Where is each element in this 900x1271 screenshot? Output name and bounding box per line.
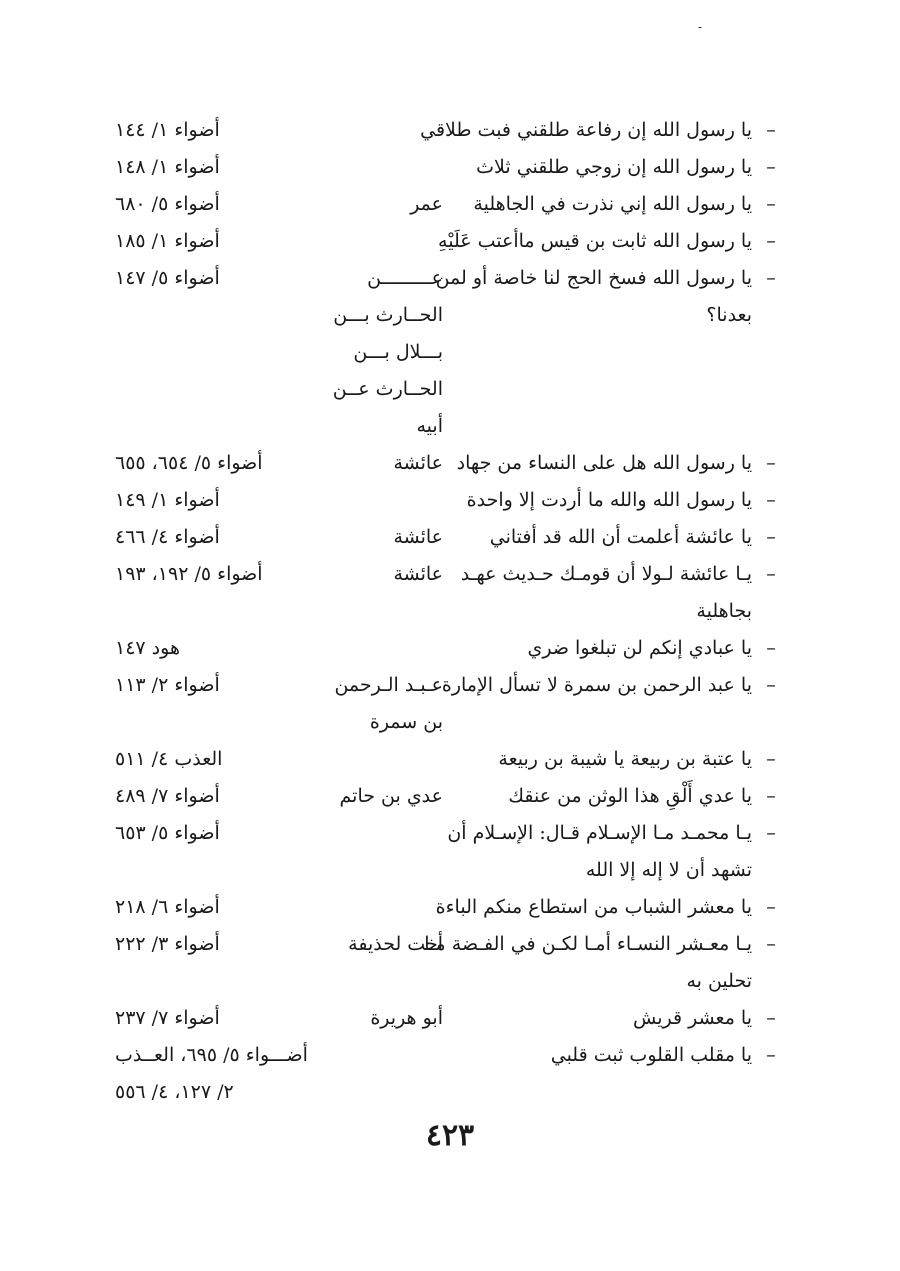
entry-source: أضـــواء ٥/ ٦٩٥، العــذب xyxy=(115,1044,308,1066)
entry-text: يا رسول الله إن زوجي طلقني ثلاث xyxy=(476,156,752,178)
entry-dash: – xyxy=(766,452,776,474)
entry-dash: – xyxy=(766,1007,776,1029)
entry-source: أضواء ١/ ١٤٤ xyxy=(115,119,220,141)
entry-narrator: عـبـد الـرحمن xyxy=(334,674,443,696)
entry-text: تشهد أن لا إله إلا الله xyxy=(585,859,752,881)
index-entry xyxy=(115,556,780,593)
entry-narrator: بن سمرة xyxy=(369,711,443,733)
entry-source: هود ١٤٧ xyxy=(115,637,180,659)
entry-dash: – xyxy=(766,563,776,585)
index-entry xyxy=(115,445,780,482)
index-entry xyxy=(115,408,780,445)
entry-text: يا رسول الله هل على النساء من جهاد xyxy=(456,452,752,474)
entry-dash: – xyxy=(766,748,776,770)
entry-narrator: عائشة xyxy=(393,452,443,474)
index-entry xyxy=(115,519,780,556)
entry-narrator: الحــارث بـــن xyxy=(333,304,443,326)
entry-dash: – xyxy=(766,267,776,289)
entry-dash: – xyxy=(766,156,776,178)
index-entry xyxy=(115,1000,780,1037)
entry-source: أضواء ٥/ ٦٥٤، ٦٥٥ xyxy=(115,452,263,474)
entry-narrator: عـــــــــن xyxy=(367,267,443,289)
entry-text: بجاهلية xyxy=(696,600,752,622)
index-entry xyxy=(115,260,780,297)
entry-source: أضواء ٥/ ٦٨٠ xyxy=(115,193,220,215)
entry-dash: – xyxy=(766,489,776,511)
entry-narrator: الحــارث عــن xyxy=(332,378,443,400)
entry-source: أضواء ١/ ١٤٨ xyxy=(115,156,220,178)
entry-text: يا عدي أَلْقِ هذا الوثن من عنقك xyxy=(508,785,752,807)
entry-text: تحلين به xyxy=(686,970,752,992)
entry-source: أضواء ٥/ ٦٥٣ xyxy=(115,822,220,844)
index-entry xyxy=(115,815,780,852)
entry-dash: – xyxy=(766,785,776,807)
index-entry xyxy=(115,704,780,741)
entry-narrator: عائشة xyxy=(393,526,443,548)
index-entry xyxy=(115,297,780,334)
index-entry xyxy=(115,667,780,704)
index-entry xyxy=(115,1037,780,1074)
entry-text: يا رسول الله إني نذرت في الجاهلية xyxy=(473,193,752,215)
entry-text: يا رسول الله فسخ الحج لنا خاصة أو لمن xyxy=(435,267,752,289)
entry-source: أضواء ٥/ ١٤٧ xyxy=(115,267,220,289)
entry-source: أضواء ٥/ ١٩٢، ١٩٣ xyxy=(115,563,263,585)
entry-narrator: أخت لحذيفة xyxy=(348,933,443,955)
index-entry xyxy=(115,112,780,149)
index-entry xyxy=(115,926,780,963)
entry-source: أضواء ٣/ ٢٢٢ xyxy=(115,933,220,955)
entry-source: أضواء ٧/ ٤٨٩ xyxy=(115,785,220,807)
entry-dash: – xyxy=(766,1044,776,1066)
entry-text: يا رسول الله والله ما أردت إلا واحدة xyxy=(466,489,752,511)
entry-dash: – xyxy=(766,822,776,844)
entry-text: يا مقلب القلوب ثبت قلبي xyxy=(550,1044,752,1066)
entry-narrator: أبو هريرة xyxy=(370,1007,443,1029)
index-entry xyxy=(115,593,780,630)
index-entry xyxy=(115,223,780,260)
entry-text: يا عتبة بن ربيعة يا شيبة بن ربيعة xyxy=(498,748,752,770)
index-entry xyxy=(115,482,780,519)
index-entry xyxy=(115,1074,780,1111)
entry-dash: – xyxy=(766,526,776,548)
entry-source: ٢/ ١٢٧، ٤/ ٥٥٦ xyxy=(115,1081,234,1103)
corner-mark: - xyxy=(697,20,702,34)
entry-text: يا معشر قريش xyxy=(632,1007,752,1029)
entry-text: يا رسول الله إن رفاعة طلقني فبت طلاقي xyxy=(420,119,752,141)
entry-source: أضواء ٦/ ٢١٨ xyxy=(115,896,220,918)
entry-narrator: بـــلال بـــن xyxy=(353,341,443,363)
index-entry xyxy=(115,630,780,667)
index-entry xyxy=(115,334,780,371)
entry-source: أضواء ٧/ ٢٣٧ xyxy=(115,1007,220,1029)
entry-source: أضواء ١/ ١٤٩ xyxy=(115,489,220,511)
entry-dash: – xyxy=(766,674,776,696)
entry-text: يا عائشة أعلمت أن الله قد أفتاني xyxy=(489,526,752,548)
entry-dash: – xyxy=(766,896,776,918)
entry-narrator: عائشة xyxy=(393,563,443,585)
index-list xyxy=(115,112,780,1111)
index-entry xyxy=(115,149,780,186)
index-entry xyxy=(115,778,780,815)
entry-dash: – xyxy=(766,230,776,252)
entry-source: أضواء ١/ ١٨٥ xyxy=(115,230,220,252)
entry-text: يا رسول الله ثابت بن قيس ماأعتب عَلَيْهِ xyxy=(438,230,752,252)
entry-text: يا عبادي إنكم لن تبلغوا ضري xyxy=(527,637,752,659)
entry-text: يـا عائشة لـولا أن قومـك حـديث عهـد xyxy=(460,563,752,585)
entry-source: العذب ٤/ ٥١١ xyxy=(115,748,223,770)
entry-dash: – xyxy=(766,119,776,141)
entry-dash: – xyxy=(766,193,776,215)
entry-text: يا عبد الرحمن بن سمرة لا تسأل الإمارة xyxy=(441,674,752,696)
entry-narrator: عدي بن حاتم xyxy=(339,785,443,807)
entry-dash: – xyxy=(766,637,776,659)
index-entry xyxy=(115,889,780,926)
index-entry xyxy=(115,852,780,889)
index-entry xyxy=(115,371,780,408)
entry-source: أضواء ٢/ ١١٣ xyxy=(115,674,220,696)
index-entry xyxy=(115,963,780,1000)
entry-narrator: عمر xyxy=(410,193,443,215)
index-entry xyxy=(115,186,780,223)
entry-text: يا معشر الشباب من استطاع منكم الباءة xyxy=(435,896,752,918)
page-number: ٤٢٣ xyxy=(425,1118,475,1153)
index-entry xyxy=(115,741,780,778)
entry-text: بعدنا؟ xyxy=(706,304,752,326)
entry-text: يـا معـشر النسـاء أمـا لكـن في الفـضة مـا xyxy=(424,933,752,955)
entry-narrator: أبيه xyxy=(416,415,443,437)
entry-source: أضواء ٤/ ٤٦٦ xyxy=(115,526,220,548)
entry-text: يـا محمـد مـا الإسـلام قـال: الإسـلام أن xyxy=(447,822,752,844)
entry-dash: – xyxy=(766,933,776,955)
